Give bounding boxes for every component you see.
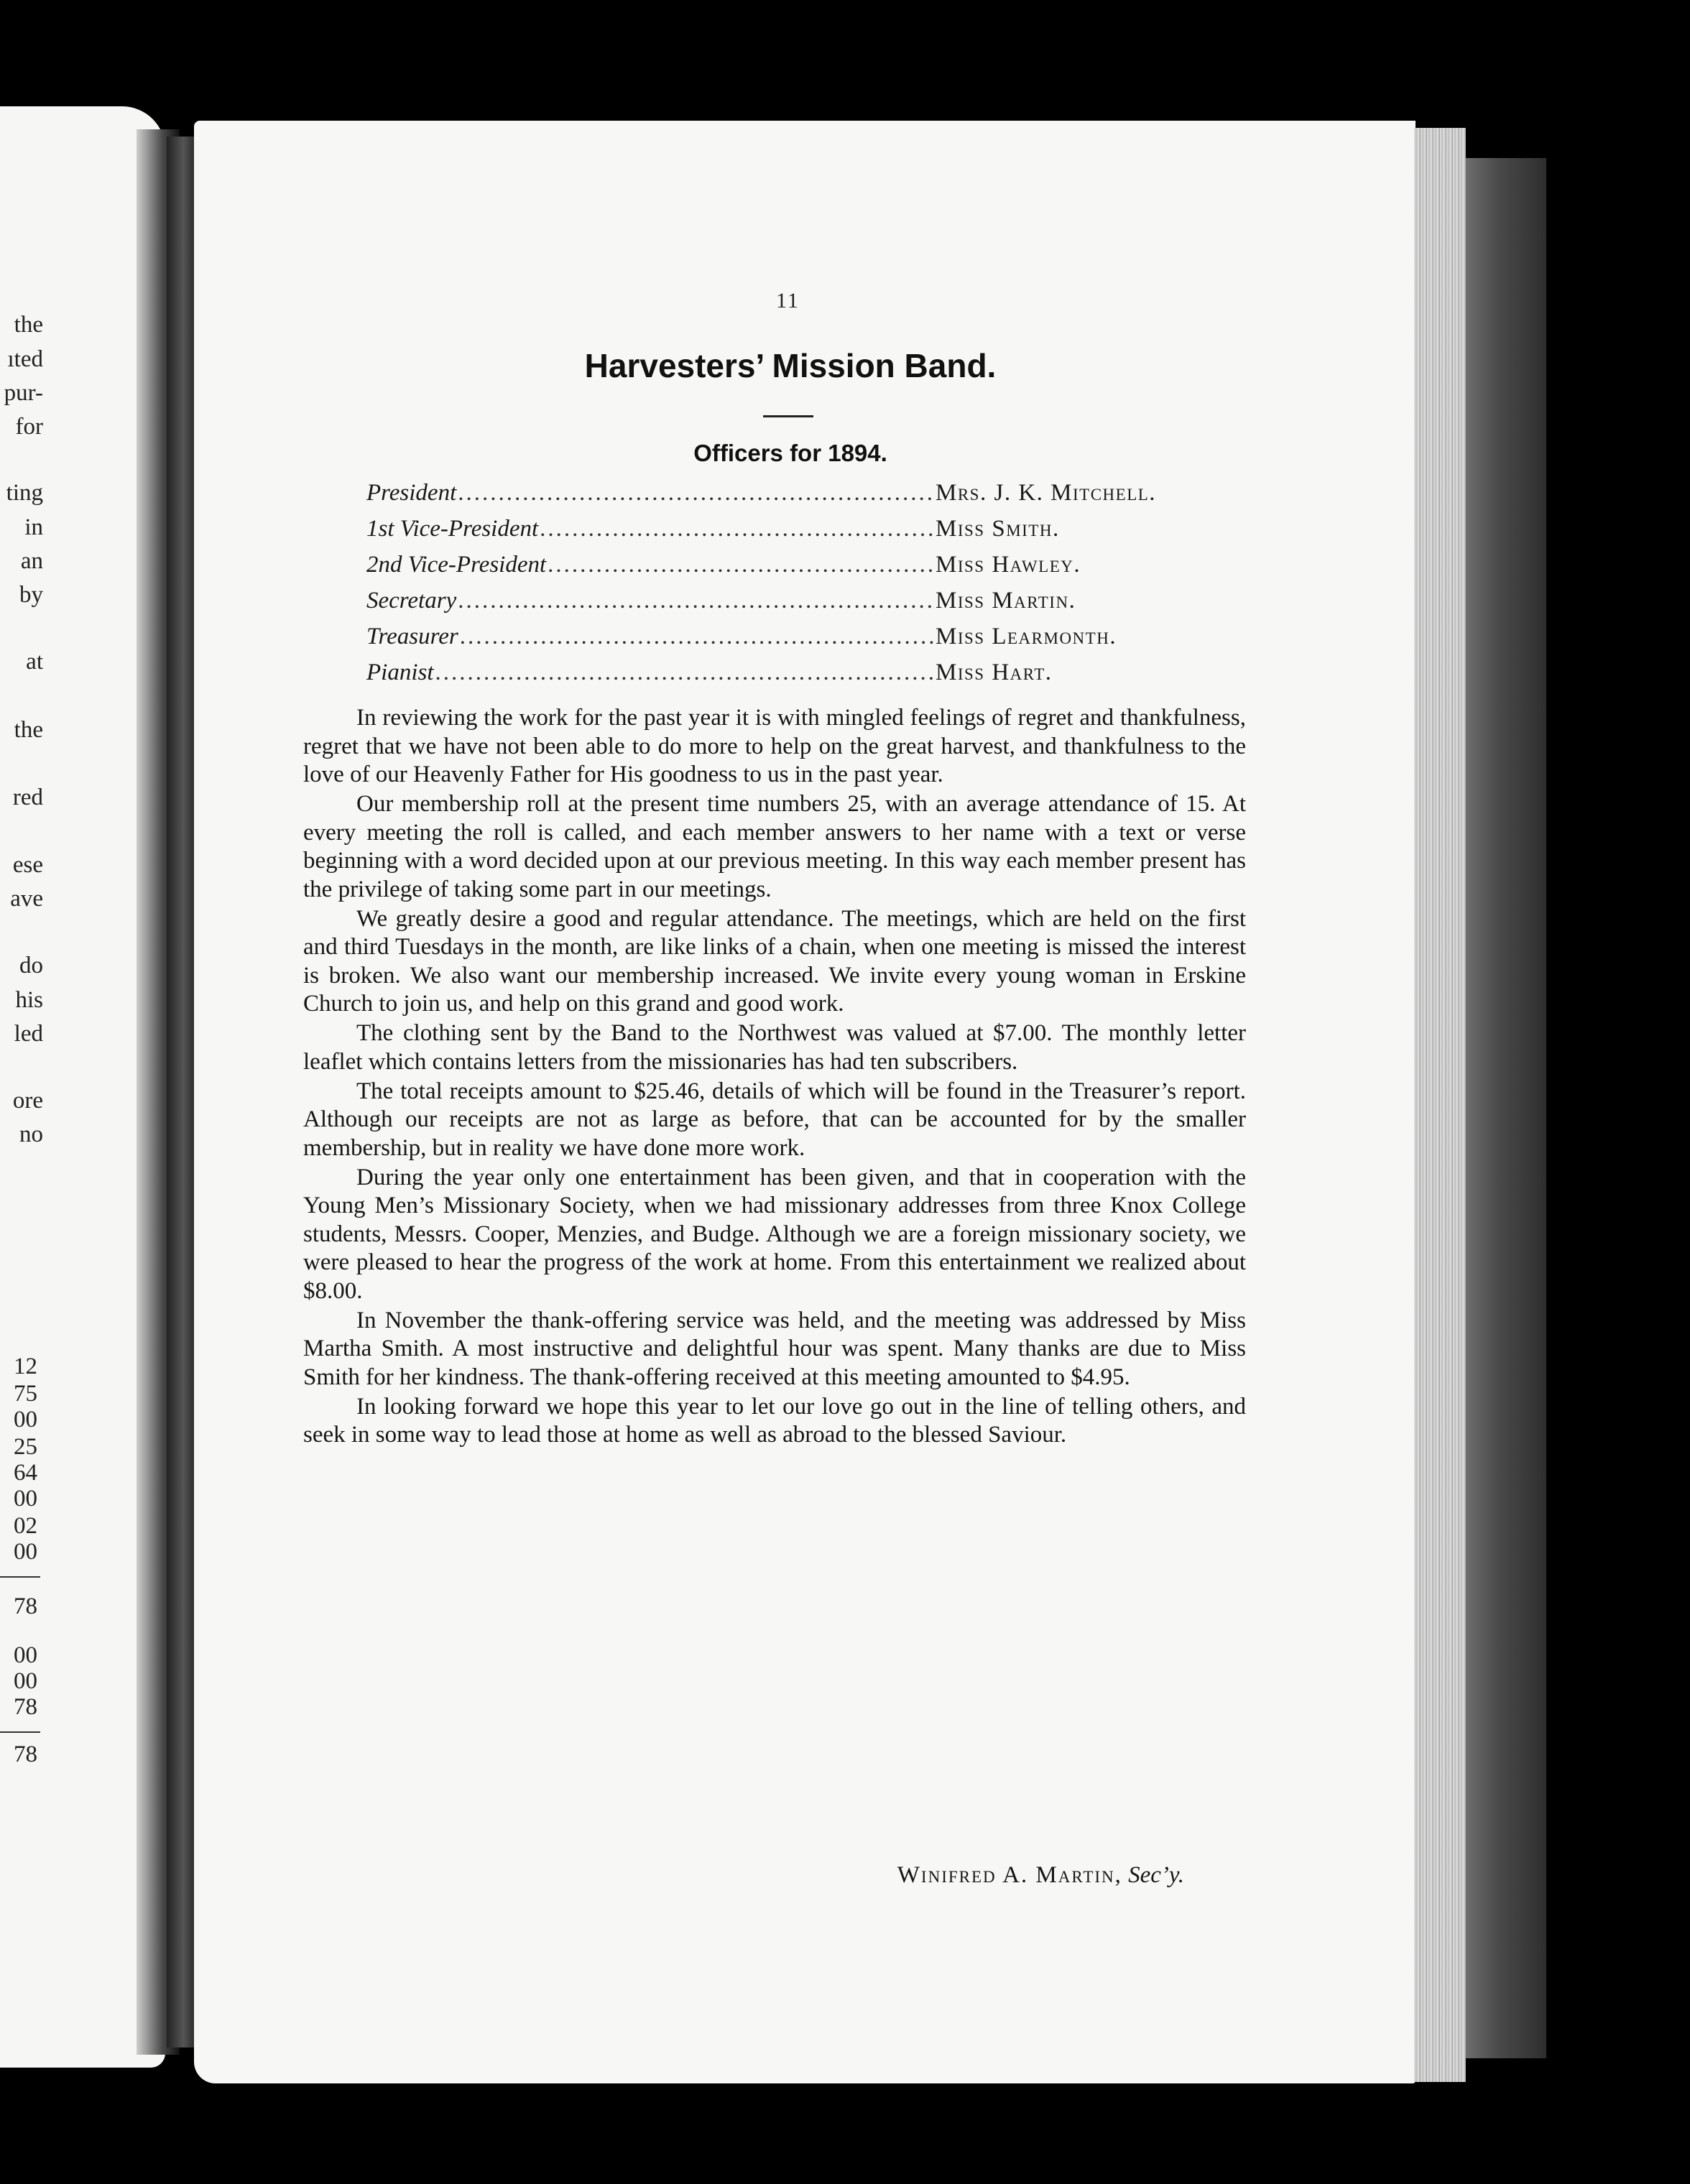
paragraph: In looking forward we hope this year to let our love go out in the line of telling others, and seek in some way to lead those at home as well as abroad to the blessed Saviour. (303, 1393, 1246, 1448)
left-page-fragment: an (20, 548, 43, 574)
paragraph: The total receipts amount to $25.46, details of which will be found in the Treasurer’s report. Although our receipts are not as large as before, that can be accounted for by the smaller membership, but in reality we have done more work. (303, 1078, 1246, 1161)
officer-row (366, 480, 1229, 516)
report-body (303, 704, 1246, 1450)
left-page-fragment: no (19, 1121, 43, 1147)
left-page-fragment: do (19, 953, 43, 978)
left-page-fragment: the (14, 717, 43, 743)
left-page-fragment: ore (12, 1088, 43, 1114)
signature-name: Winifred A. Martin, (897, 1862, 1122, 1888)
left-page-number: 02 (14, 1513, 37, 1539)
left-page-number: 00 (14, 1407, 37, 1433)
officer-row (366, 660, 1229, 695)
left-page-fragment: the (14, 312, 43, 338)
left-page-fragment: ave (10, 886, 43, 912)
left-page-fragment: ting (6, 480, 43, 506)
officer-name: Miss Hawley. (936, 552, 1081, 578)
title-rule (763, 415, 813, 417)
left-page-fragment: at (26, 649, 43, 675)
sum-rule (0, 1731, 40, 1733)
left-page-number: 12 (14, 1354, 37, 1379)
officers-heading: Officers for 1894. (693, 440, 887, 466)
leader-dots (458, 480, 934, 506)
left-page-number: 64 (14, 1460, 37, 1486)
left-page-number: 78 (14, 1741, 37, 1767)
paragraph: The clothing sent by the Band to the Northwest was valued at $7.00. The monthly letter leaflet which contains letters from the missionaries has had ten subscribers. (303, 1020, 1246, 1075)
paragraph: In November the thank-offering service was held, and the meeting was addressed by Miss Martha Smith. A most instructive and delightful hour was spent. Many thanks are due to Miss Smith for her kindness. The thank-offering received at this meeting amounted to $4.95. (303, 1307, 1246, 1390)
left-page-number: 00 (14, 1486, 37, 1512)
paragraph: In reviewing the work for the past year it is with mingled feelings of regret and thankfulness, regret that we have not been able to do more to help on the great harvest, and thankfulness to the love of our Heavenly Father for His goodness to us in the past year. (303, 705, 1246, 787)
left-page-fragment: red (12, 785, 43, 810)
officer-name: Mrs. J. K. Mitchell. (936, 480, 1157, 506)
officers-list (366, 480, 1229, 695)
sum-rule (0, 1576, 40, 1578)
left-page-fragment: for (15, 414, 43, 440)
officer-role: 1st Vice-President (366, 516, 539, 542)
officer-role: Secretary (366, 588, 457, 614)
leader-dots (435, 660, 934, 686)
signature (790, 1862, 1184, 1889)
leader-dots (540, 516, 934, 542)
left-page-number: 00 (14, 1668, 37, 1694)
officer-row (366, 588, 1229, 624)
left-page-number: 00 (14, 1539, 37, 1565)
paragraph: Our membership roll at the present time numbers 25, with an average attendance of 15. At every meeting the roll is called, and each member answers to her name with a text or verse beginning with a word decided upon at our previous meeting. In this way each member present has the privilege of taking some part in our meetings. (303, 791, 1246, 902)
page-edges (1414, 128, 1466, 2082)
left-page-fragment: his (15, 987, 43, 1013)
page-title: Harvesters’ Mission Band. (584, 347, 997, 384)
officer-name: Miss Learmonth. (936, 624, 1117, 649)
page-number: 11 (776, 289, 800, 313)
left-page-fragment: in (24, 514, 43, 540)
officer-role: Pianist (366, 660, 434, 685)
left-page-number: 75 (14, 1381, 37, 1407)
officer-row (366, 552, 1229, 588)
officer-name: Miss Hart. (936, 660, 1053, 685)
officer-role: 2nd Vice-President (366, 552, 547, 578)
paragraph: During the year only one entertainment has been given, and that in cooperation with the Young Men’s Missionary Society, when we had missionary addresses from three Knox College students, Messrs. Cooper, Menzies, and Budge. Although we are a foreign missionary society, we were pleased to hear the progress of the work at home. From this entertainment we realized about $8.00. (303, 1164, 1246, 1304)
left-page-fragment: led (14, 1021, 43, 1047)
leader-dots (548, 552, 934, 578)
officer-row (366, 624, 1229, 660)
left-page-fragment: by (19, 582, 43, 608)
officer-name: Miss Smith. (936, 516, 1060, 542)
officer-role: President (366, 480, 457, 506)
leader-dots (460, 624, 934, 650)
left-page-number: 00 (14, 1642, 37, 1668)
officer-row (366, 516, 1229, 552)
left-page-fragment: pur- (4, 380, 43, 406)
left-page-number: 78 (14, 1694, 37, 1720)
officer-role: Treasurer (366, 624, 458, 649)
left-page-number: 78 (14, 1593, 37, 1619)
paragraph: We greatly desire a good and regular attendance. The meetings, which are held on the first and third Tuesdays in the month, are like links of a chain, when one meeting is missed the interest is broken. We also want our membership increased. We invite every young woman in Erskine Church to join us, and help on this grand and good work. (303, 905, 1246, 1017)
book-cover (1466, 158, 1546, 2058)
left-page-number: 25 (14, 1434, 37, 1460)
signature-title: Sec’y. (1128, 1862, 1184, 1888)
left-page-fragment: ıted (7, 346, 43, 372)
leader-dots (458, 588, 934, 614)
left-page-fragment: ese (12, 852, 43, 878)
officer-name: Miss Martin. (936, 588, 1076, 614)
